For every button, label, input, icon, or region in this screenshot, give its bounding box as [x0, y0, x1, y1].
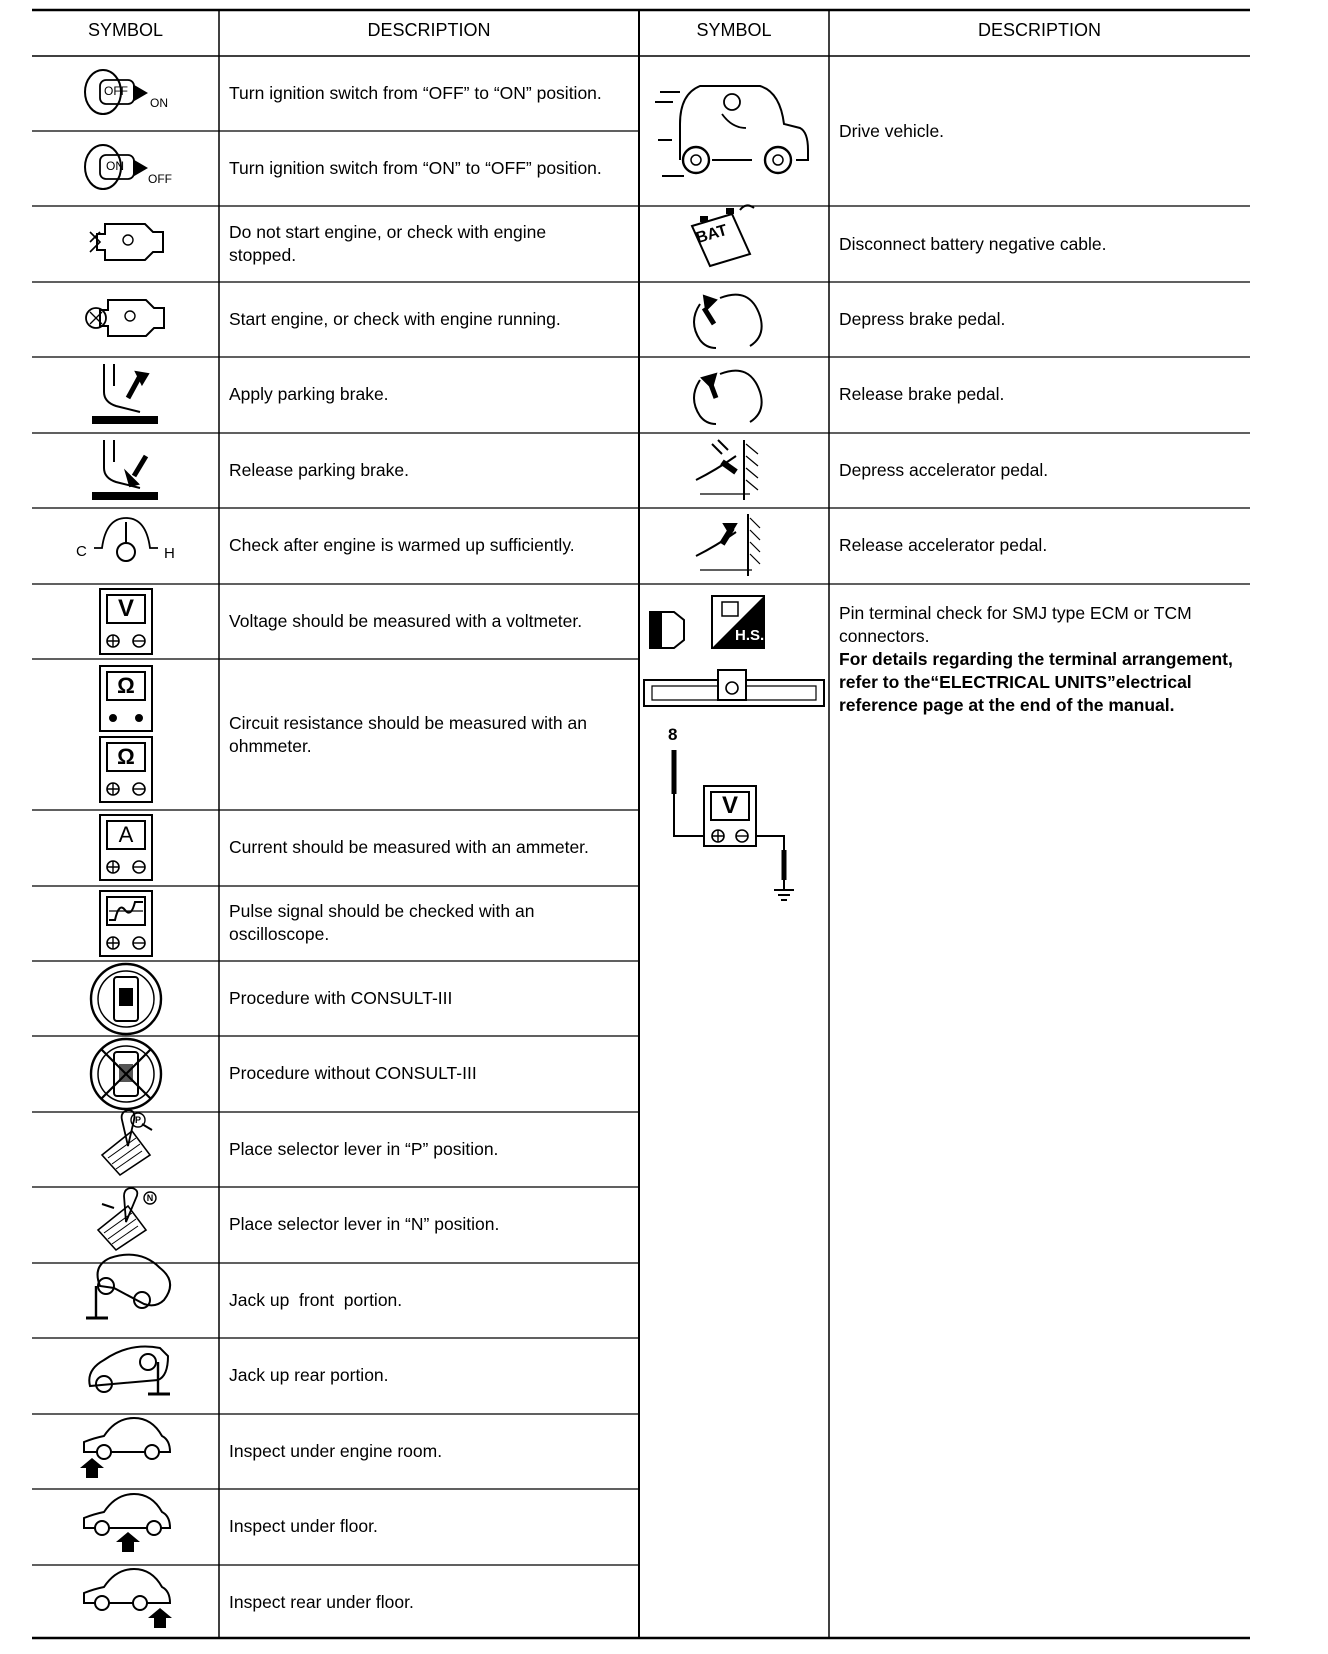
desc-under-floor: Inspect under floor.	[229, 1516, 378, 1536]
desc-consult: Procedure with CONSULT-III	[229, 988, 453, 1008]
icon-label-off: OFF	[104, 84, 128, 98]
gauge-label-h: H	[164, 545, 175, 562]
inspect-engine-room-icon	[80, 1418, 170, 1478]
consult-icon	[91, 964, 161, 1034]
desc-voltmeter: Voltage should be measured with a voltmeter.	[229, 611, 583, 631]
header-description-left: DESCRIPTION	[367, 20, 491, 40]
release-accelerator-icon	[696, 514, 760, 576]
desc-engine-running: Start engine, or check with engine running.	[229, 309, 561, 329]
desc-battery: Disconnect battery negative cable.	[839, 234, 1107, 254]
desc-pin-check: Pin terminal check for SMJ type ECM or TCM connectors.	[839, 603, 1192, 646]
jack-up-front-icon	[86, 1255, 170, 1318]
gauge-label-c: C	[76, 543, 87, 560]
desc-ignition-off-on: Turn ignition switch from “OFF” to “ON” position.	[229, 83, 602, 103]
jack-up-rear-icon	[89, 1347, 170, 1395]
apply-parking-brake-icon	[92, 364, 158, 424]
header-symbol-left: SYMBOL	[87, 20, 164, 40]
icon-label-on: ON	[150, 96, 168, 110]
desc-rear-under-floor: Inspect rear under floor.	[229, 1592, 414, 1612]
desc-ohmmeter: Circuit resistance should be measured with an ohmmeter.	[229, 713, 587, 756]
battery-label: BAT	[694, 221, 730, 248]
desc-warmed-up: Check after engine is warmed up sufficiently.	[229, 535, 575, 555]
inspect-rear-under-floor-icon	[84, 1569, 172, 1628]
ohmmeter-label-2: Ω	[117, 744, 135, 769]
icon-label-on-2: ON	[106, 159, 124, 173]
desc-oscilloscope: Pulse signal should be checked with an oscilloscope.	[229, 901, 535, 944]
engine-running-icon	[86, 300, 164, 336]
inspect-under-floor-icon	[84, 1494, 170, 1552]
selector-lever-p-icon	[102, 1110, 152, 1175]
release-brake-pedal-icon	[694, 371, 762, 424]
temperature-gauge-icon	[94, 518, 158, 561]
desc-drive-vehicle: Drive vehicle.	[839, 121, 945, 141]
pin-meter-label: V	[721, 792, 738, 819]
desc-release-parking: Release parking brake.	[229, 460, 409, 480]
hs-label: H.S.	[735, 627, 765, 644]
desc-depress-brake: Depress brake pedal.	[839, 309, 1006, 329]
engine-stopped-icon	[90, 224, 163, 260]
desc-ammeter: Current should be measured with an ammeter.	[229, 837, 589, 857]
no-consult-icon	[91, 1039, 161, 1109]
desc-apply-parking: Apply parking brake.	[229, 384, 389, 404]
desc-no-consult: Procedure without CONSULT-III	[229, 1063, 477, 1083]
header-symbol-right: SYMBOL	[696, 20, 772, 40]
desc-jack-front: Jack up front portion.	[229, 1290, 403, 1310]
desc-engine-room: Inspect under engine room.	[229, 1441, 443, 1461]
desc-depress-accel: Depress accelerator pedal.	[839, 460, 1049, 480]
release-parking-brake-icon	[92, 440, 158, 500]
desc-release-accel: Release accelerator pedal.	[839, 535, 1048, 555]
desc-jack-rear: Jack up rear portion.	[229, 1365, 389, 1385]
voltmeter-label: V	[117, 595, 134, 622]
desc-ignition-on-off: Turn ignition switch from “ON” to “OFF” position.	[229, 158, 602, 178]
icon-label-off-2: OFF	[148, 172, 172, 186]
desc-engine-stopped: Do not start engine, or check with engine stopped.	[229, 222, 547, 265]
drive-vehicle-icon	[655, 86, 808, 176]
desc-pin-check-details: For details regarding the terminal arrangement, refer to the“ELECTRICAL UNITS”electrical reference page at the end of the manual.	[839, 649, 1233, 715]
depress-brake-pedal-icon	[694, 295, 762, 348]
selector-label-p: P	[134, 1115, 141, 1125]
desc-selector-p: Place selector lever in “P” position.	[229, 1139, 499, 1159]
oscilloscope-icon	[100, 891, 152, 956]
desc-selector-n: Place selector lever in “N” position.	[229, 1214, 500, 1234]
selector-label-n: N	[146, 1193, 154, 1203]
probe-number: 8	[668, 725, 678, 744]
header-description-right: DESCRIPTION	[977, 20, 1101, 40]
depress-accelerator-icon	[696, 440, 758, 500]
ammeter-label: A	[118, 822, 134, 847]
pin-terminal-check-icon	[644, 596, 824, 900]
ohmmeter-label-1: Ω	[117, 673, 135, 698]
desc-release-brake: Release brake pedal.	[839, 384, 1005, 404]
